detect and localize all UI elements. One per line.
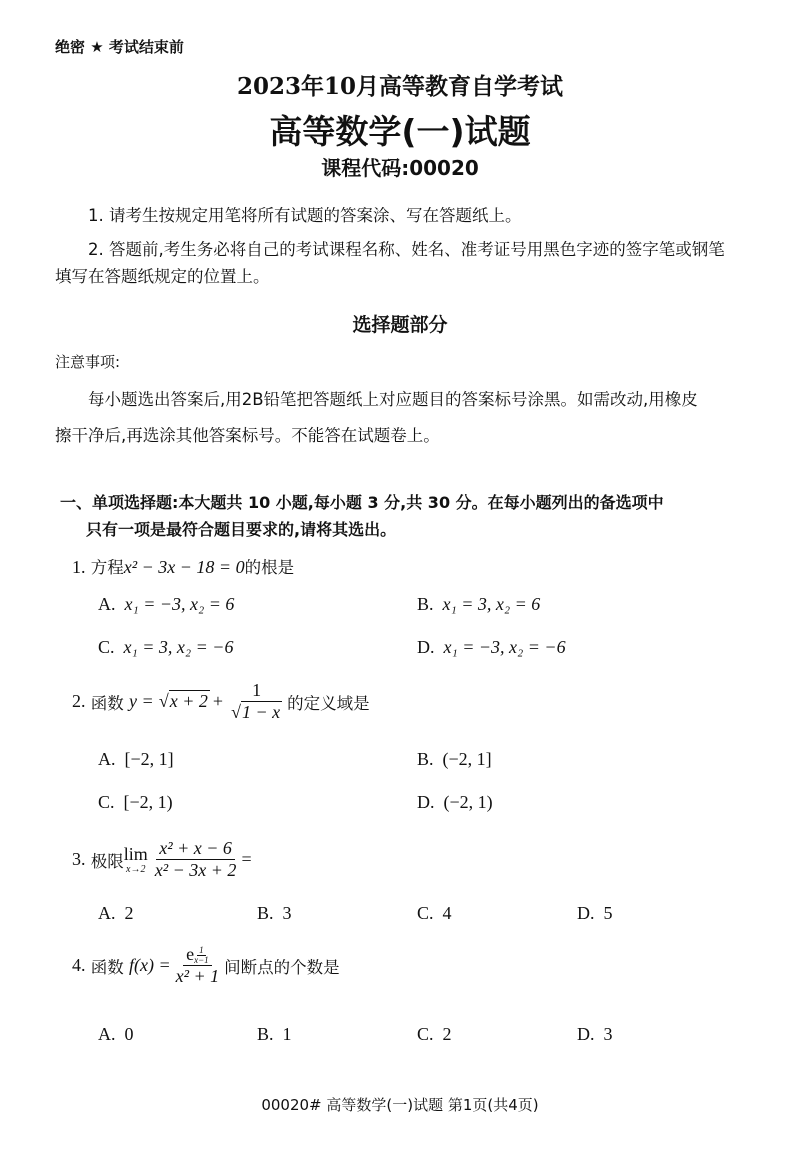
q3-option-a: A. 2 <box>98 903 134 923</box>
instruction-1: 1. 请考生按规定用笔将所有试题的答案涂、写在答题纸上。 <box>88 206 522 225</box>
fraction: $\frac{1}{√1 - x}$ <box>231 680 281 722</box>
q1-option-d: D. x₁ = −3, x₂ = −6 <box>417 637 566 657</box>
q4-option-a: A. 0 <box>98 1024 134 1044</box>
part-one-heading: 一、单项选择题:本大题共 10 小题,每小题 3 分,共 30 分。在每小题列出的备选项中 <box>60 493 664 512</box>
fraction: $\frac{\text{x² + x − 6}}{\text{x² − 3x + 2}}$ <box>154 838 237 880</box>
sqrt-term: √x + 2 <box>158 691 208 712</box>
question-2: 2. 函数 y = √x + 2 + $\frac{1}{√1 - x}$ 的定义域是 <box>72 680 370 722</box>
q2-option-b: B. (−2, 1] <box>417 749 492 769</box>
question-text: 极限 <box>90 851 124 871</box>
notice-line-1: 每小题选出答案后,用2B铅笔把答题纸上对应题目的答案标号涂黑。如需改动,用橡皮 <box>88 390 698 409</box>
exam-title: 2023年10月高等教育自学考试 <box>236 73 564 100</box>
question-text: 的定义域是 <box>287 693 370 713</box>
q4-option-b: B. 1 <box>257 1024 292 1044</box>
question-number: 3. <box>72 849 86 870</box>
question-text: 函数 <box>90 693 124 713</box>
question-text: 间断点的个数是 <box>224 957 340 977</box>
part-one-heading-cont: 只有一项是最符合题目要求的,请将其选出。 <box>86 520 397 539</box>
instruction-2: 2. 答题前,考生务必将自己的考试课程名称、姓名、准考证号用黑色字迹的签字笔或钢笔 <box>88 240 725 259</box>
question-1 <box>72 554 294 578</box>
q4-option-c: C. 2 <box>417 1024 452 1044</box>
equation: x² − 3x − 18 = 0 <box>123 557 245 577</box>
q1-option-a: A. x₁ = −3, x₂ = 6 <box>98 594 235 614</box>
question-number: 2. <box>72 691 86 712</box>
q4-option-d: D. 3 <box>577 1024 613 1044</box>
instruction-2-cont: 填写在答题纸规定的位置上。 <box>55 267 270 286</box>
page-footer: 00020# 高等数学(一)试题 第1页(共4页) <box>261 1096 539 1114</box>
question-number: 4. <box>72 955 86 976</box>
q2-option-d: D. (−2, 1) <box>417 792 493 812</box>
equals-sign: = <box>241 849 252 870</box>
notice-line-2: 擦干净后,再选涂其他答案标号。不能答在试题卷上。 <box>55 426 440 445</box>
section-title: 选择题部分 <box>352 314 448 336</box>
notice-label: 注意事项: <box>55 353 121 371</box>
fraction: e $\frac{1}{x-1}$ x² + 1 <box>175 944 220 986</box>
question-3 <box>72 838 252 881</box>
function-lhs: y = <box>129 691 154 712</box>
q2-option-a: A. [−2, 1] <box>98 749 174 769</box>
q3-option-d: D. 5 <box>577 903 613 923</box>
q3-option-c: C. 4 <box>417 903 452 923</box>
limit-operator: lim x→2 <box>123 844 148 876</box>
confidential-label: 绝密 ★ 考试结束前 <box>55 38 184 56</box>
function-lhs: f(x) = <box>129 955 171 976</box>
q3-option-b: B. 3 <box>257 903 292 923</box>
question-text: 方程 <box>90 558 124 577</box>
question-4 <box>72 944 340 988</box>
question-number: 1. <box>72 557 86 577</box>
q1-option-b: B. x₁ = 3, x₂ = 6 <box>417 594 541 614</box>
q2-option-c: C. [−2, 1) <box>98 792 173 812</box>
question-text: 函数 <box>90 957 124 977</box>
question-text: 的根是 <box>244 558 295 577</box>
subject-title: 高等数学(一)试题 <box>269 112 531 151</box>
q1-option-c: C. x₁ = 3, x₂ = −6 <box>98 637 234 657</box>
course-code: 课程代码:00020 <box>321 156 479 180</box>
